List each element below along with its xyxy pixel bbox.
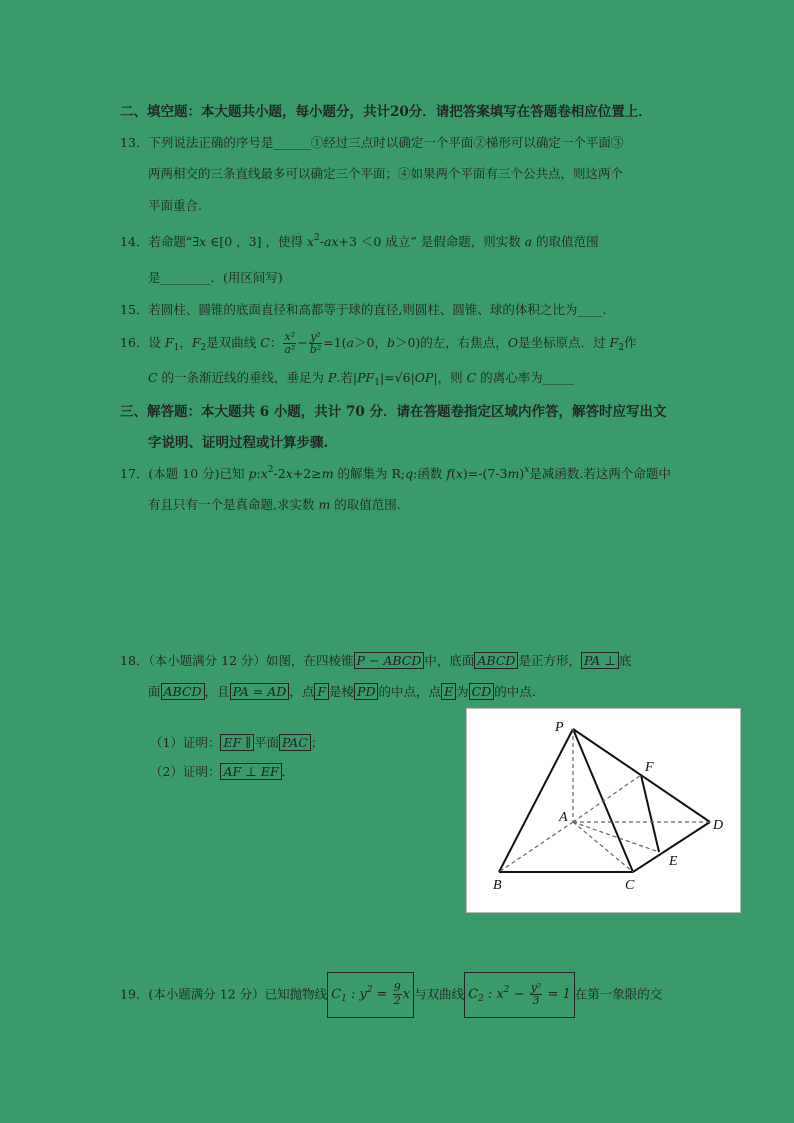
segment-AF [573, 775, 641, 822]
q13-line2: 两两相交的三条直线最多可以确定三个平面；④如果两个平面有三个公共点，则这两个 [148, 166, 624, 181]
q13-line1: 13．下列说法正确的序号是______①经过三点时以确定一个平面②梯形可以确定一个平面③ [120, 135, 624, 150]
q14-line2: 是________．(用区间写) [148, 270, 283, 285]
label-C: C [625, 878, 635, 893]
q17-line1: 17．(本题 10 分)已知 $p:x^2-2x+2\ge m$ 的解集为 R;q:函数 $f(x)=-(7-3m)^x$是减函数.若这两个命题中 [120, 465, 671, 481]
label-A: A [559, 810, 568, 825]
label-P: P [555, 720, 564, 735]
label-D: D [713, 818, 724, 833]
q13-line3: 平面重合. [148, 198, 202, 213]
q15-line1: 15．若圆柱、圆锥的底面直径和高都等于球的直径,则圆柱、圆锥、球的体积之比为____. [120, 302, 607, 317]
q19-line1: 19．(本小题满分 12 分）已知抛物线 $C_1$ : $y^2$ = $\frac{9}{2}$ x 与双曲线 $C_2$ : $x^2$ − $\frac{\text{y²}}{3}$ = 1 在第一象限的交 [120, 972, 662, 1018]
pyramid-figure [466, 708, 741, 913]
label-E: E [669, 854, 678, 869]
fraction-y2-b2: $\frac{\text{y²}}{\text{b²}}$ [309, 330, 322, 356]
q17-line2: 有且只有一个是真命题,求实数 m 的取值范围. [148, 497, 401, 512]
eq-parabola: $C_1$ : $y^2$ = $\frac{9}{2}$ x [327, 972, 414, 1018]
q18-sub1: （1）证明： EF ∥ 平面 PAC ； [150, 735, 324, 750]
edge-AB [499, 822, 573, 872]
section-2-header: 二、填空题：本大题共小题，每小题分，共计20分．请把答案填写在答题卷相应位置上． [120, 104, 652, 120]
label-B: B [493, 878, 502, 893]
q18-sub2: （2）证明： AF ⊥ EF ． [150, 764, 295, 779]
eq-hyperbola: $C_2$ : $x^2$ − $\frac{\text{y²}}{3}$ = 1 [464, 972, 575, 1018]
q18-line1: 18．（本小题满分 12 分）如图，在四棱锥 P − ABCD 中，底面 ABCD 是正方形， PA ⊥ 底 [120, 653, 632, 668]
section-3-header-line2: 字说明、证明过程或计算步骤. [148, 435, 329, 451]
q18-line2: 面 ABCD ，且 PA = AD ，点 F 是棱 PD 的中点，点 E 为 CD 的中点． [148, 684, 545, 699]
q14-line1: 14．若命题“∃x ∈[0 ，3] ，使得 $x^2-ax+3 <0$ 成立” 是假命题，则实数 a 的取值范围 [120, 233, 599, 249]
edge-AC [573, 822, 633, 872]
q16-line1: 16．设 $F_1$，$F_2$是双曲线 C： $\frac{\text{x²}}{\text{a²}}$ − $\frac{\text{y²}}{\text{b²}}$ =1(a＞0，b＞0)的左，右焦点，O是坐标原点．过 $F_2$作 [120, 330, 637, 356]
segment-AE [573, 822, 659, 852]
fraction-x2-a2: $\frac{\text{x²}}{\text{a²}}$ [284, 330, 296, 356]
pyramid-diagram [467, 709, 740, 912]
q16-line2: C 的一条渐近线的垂线，垂足为 P.若$|PF_1|=√6|OP|$，则 C 的离心率为_____ [148, 370, 574, 388]
edge-PB [499, 729, 573, 872]
section-3-header-line1: 三、解答题：本大题共 6 小题，共计 70 分．请在答题卷指定区域内作答，解答时应写出文 [120, 404, 667, 420]
label-F: F [645, 760, 654, 775]
